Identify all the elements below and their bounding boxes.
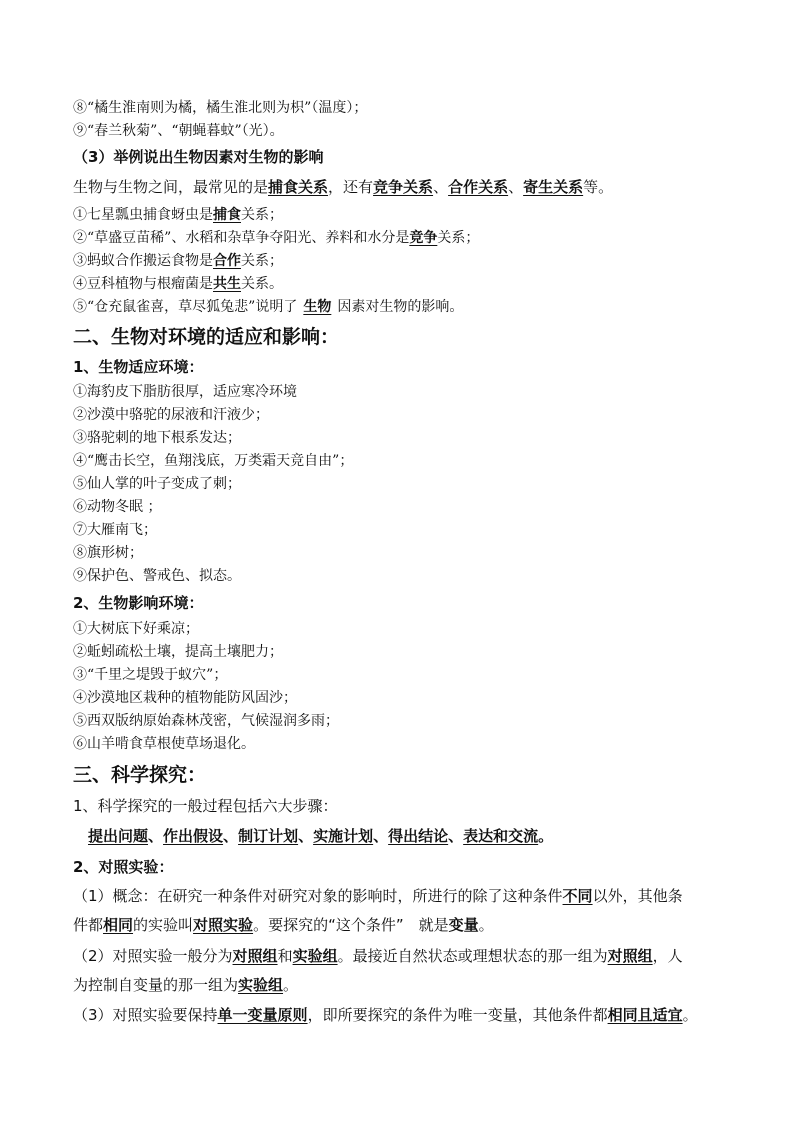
text: 关系；	[437, 230, 480, 246]
section-heading: 三、科学探究：	[73, 764, 207, 786]
list-item: ④“鹰击长空，鱼翔浅底，万类霜天竞自由”；	[73, 453, 354, 469]
text-line	[73, 296, 463, 316]
text: ，人	[652, 947, 683, 965]
keyword: 制订计划	[238, 827, 299, 845]
paragraph-line	[73, 1004, 698, 1025]
list-item: ①大树底下好乘凉；	[73, 621, 199, 637]
text: 的实验叫	[133, 916, 194, 934]
keyword: 捕食关系	[268, 178, 329, 196]
text: ①七星瓢虫捕食蚜虫是	[73, 207, 213, 223]
keyword: 捕食	[213, 207, 241, 223]
text: 关系。	[241, 276, 283, 292]
text: 。	[538, 827, 554, 845]
paragraph-line	[73, 914, 494, 935]
text: （1）概念：在研究一种条件对研究对象的影响时，所进行的除了这种条件	[73, 887, 563, 905]
text: 、	[508, 178, 524, 196]
text-line	[73, 250, 283, 270]
text: 和	[277, 947, 293, 965]
list-item: ④沙漠地区栽种的植物能防风固沙；	[73, 690, 297, 706]
list-item: ⑤西双版纳原始森林茂密，气候湿润多雨；	[73, 713, 339, 729]
keyword: 相同且适宜	[607, 1006, 683, 1024]
keyword: 竞争	[409, 230, 438, 246]
list-item: ⑥动物冬眠 ；	[73, 499, 162, 515]
subsection-heading: （3）举例说出生物因素对生物的影响	[73, 148, 324, 166]
keyword: 提出问题	[88, 827, 149, 845]
text: 为控制自变量的那一组为	[73, 976, 239, 994]
paragraph-line	[73, 945, 683, 966]
keyword: 对照组	[607, 947, 653, 965]
text: （2）对照实验一般分为	[73, 947, 233, 965]
list-item: ⑧旗形树；	[73, 545, 143, 561]
keyword: 合作关系	[448, 178, 509, 196]
text: ，还有	[328, 178, 374, 196]
text: 关系；	[241, 253, 283, 269]
text: 。	[283, 976, 299, 994]
keyword: 得出结论	[388, 827, 449, 845]
text: 因素对生物的影响。	[337, 299, 464, 315]
keyword: 共生	[213, 276, 241, 292]
text: 等。	[583, 178, 614, 196]
list-item: ⑨保护色、警戒色、拟态。	[73, 568, 241, 584]
section-heading: 二、生物对环境的适应和影响：	[73, 326, 340, 348]
text: ②“草盛豆苗稀”、水稻和杂草争夺阳光、养料和水分是	[73, 230, 410, 246]
keyword: 相同	[103, 916, 134, 934]
list-item: ③“千里之堤毁于蚁穴”；	[73, 667, 228, 683]
text: 。要探究的“这个条件” 就是	[253, 916, 449, 934]
text: 以外，其他条	[592, 887, 683, 905]
keyword: 对照组	[232, 947, 278, 965]
list-item: ⑦大雁南飞；	[73, 522, 157, 538]
subsection-heading: 2、对照实验：	[73, 858, 174, 876]
keyword: 不同	[562, 887, 593, 905]
text-line	[73, 204, 283, 224]
keyword: 实验组	[292, 947, 338, 965]
list-item: ②沙漠中骆驼的尿液和汗液少；	[73, 407, 269, 423]
keyword: 竞争关系	[373, 178, 434, 196]
text: 。最接近自然状态或理想状态的那一组为	[337, 947, 608, 965]
list-item: ①海豹皮下脂肪很厚，适应寒冷环境	[73, 384, 297, 400]
keyword: 变量	[448, 916, 479, 934]
text: （3）对照实验要保持	[73, 1006, 218, 1024]
paragraph-line	[73, 974, 298, 995]
text-line	[73, 273, 283, 293]
text: 、	[148, 827, 164, 845]
text: 、	[433, 178, 449, 196]
text-line: ⑨“春兰秋菊”、“朝蝇暮蚊”（光）。	[73, 123, 284, 139]
keyword: 表达和交流	[463, 827, 539, 845]
subsection-heading: 1、生物适应环境：	[73, 358, 204, 376]
text: ④豆科植物与根瘤菌是	[73, 276, 213, 292]
list-item: ⑥山羊啃食草根使草场退化。	[73, 736, 255, 752]
list-item: ⑤仙人掌的叶子变成了刺；	[73, 476, 241, 492]
text: 。	[682, 1006, 698, 1024]
list-item: ③骆驼刺的地下根系发达；	[73, 430, 241, 446]
keyword: 单一变量原则	[217, 1006, 308, 1024]
keyword: 实施计划	[313, 827, 374, 845]
text: ，即所要探究的条件为唯一变量，其他条件都	[307, 1006, 608, 1024]
keyword: 生物	[303, 299, 332, 315]
paragraph-relations	[73, 176, 613, 197]
text: 、	[298, 827, 314, 845]
text: 关系；	[241, 207, 283, 223]
text: 、	[223, 827, 239, 845]
list-item: ②蚯蚓疏松土壤，提高土壤肥力；	[73, 644, 283, 660]
text: ③蚂蚁合作搬运食物是	[73, 253, 213, 269]
keyword: 作出假设	[163, 827, 224, 845]
text: 、	[448, 827, 464, 845]
text: 生物与生物之间，最常见的是	[73, 178, 269, 196]
text-line: 1、科学探究的一般过程包括六大步骤：	[73, 797, 338, 815]
text: ⑤“仓充鼠雀喜，草尽狐兔悲”说明了	[73, 299, 298, 315]
keyword: 实验组	[238, 976, 284, 994]
keyword: 合作	[213, 253, 241, 269]
subsection-heading: 2、生物影响环境：	[73, 594, 204, 612]
paragraph-line	[73, 885, 683, 906]
text: 。	[478, 916, 494, 934]
text: 、	[373, 827, 389, 845]
text: 件都	[73, 916, 104, 934]
text-line	[73, 227, 479, 247]
steps-line	[88, 825, 553, 846]
keyword: 对照实验	[193, 916, 254, 934]
text-line: ⑧“橘生淮南则为橘，橘生淮北则为枳”（温度）；	[73, 100, 368, 116]
keyword: 寄生关系	[523, 178, 584, 196]
